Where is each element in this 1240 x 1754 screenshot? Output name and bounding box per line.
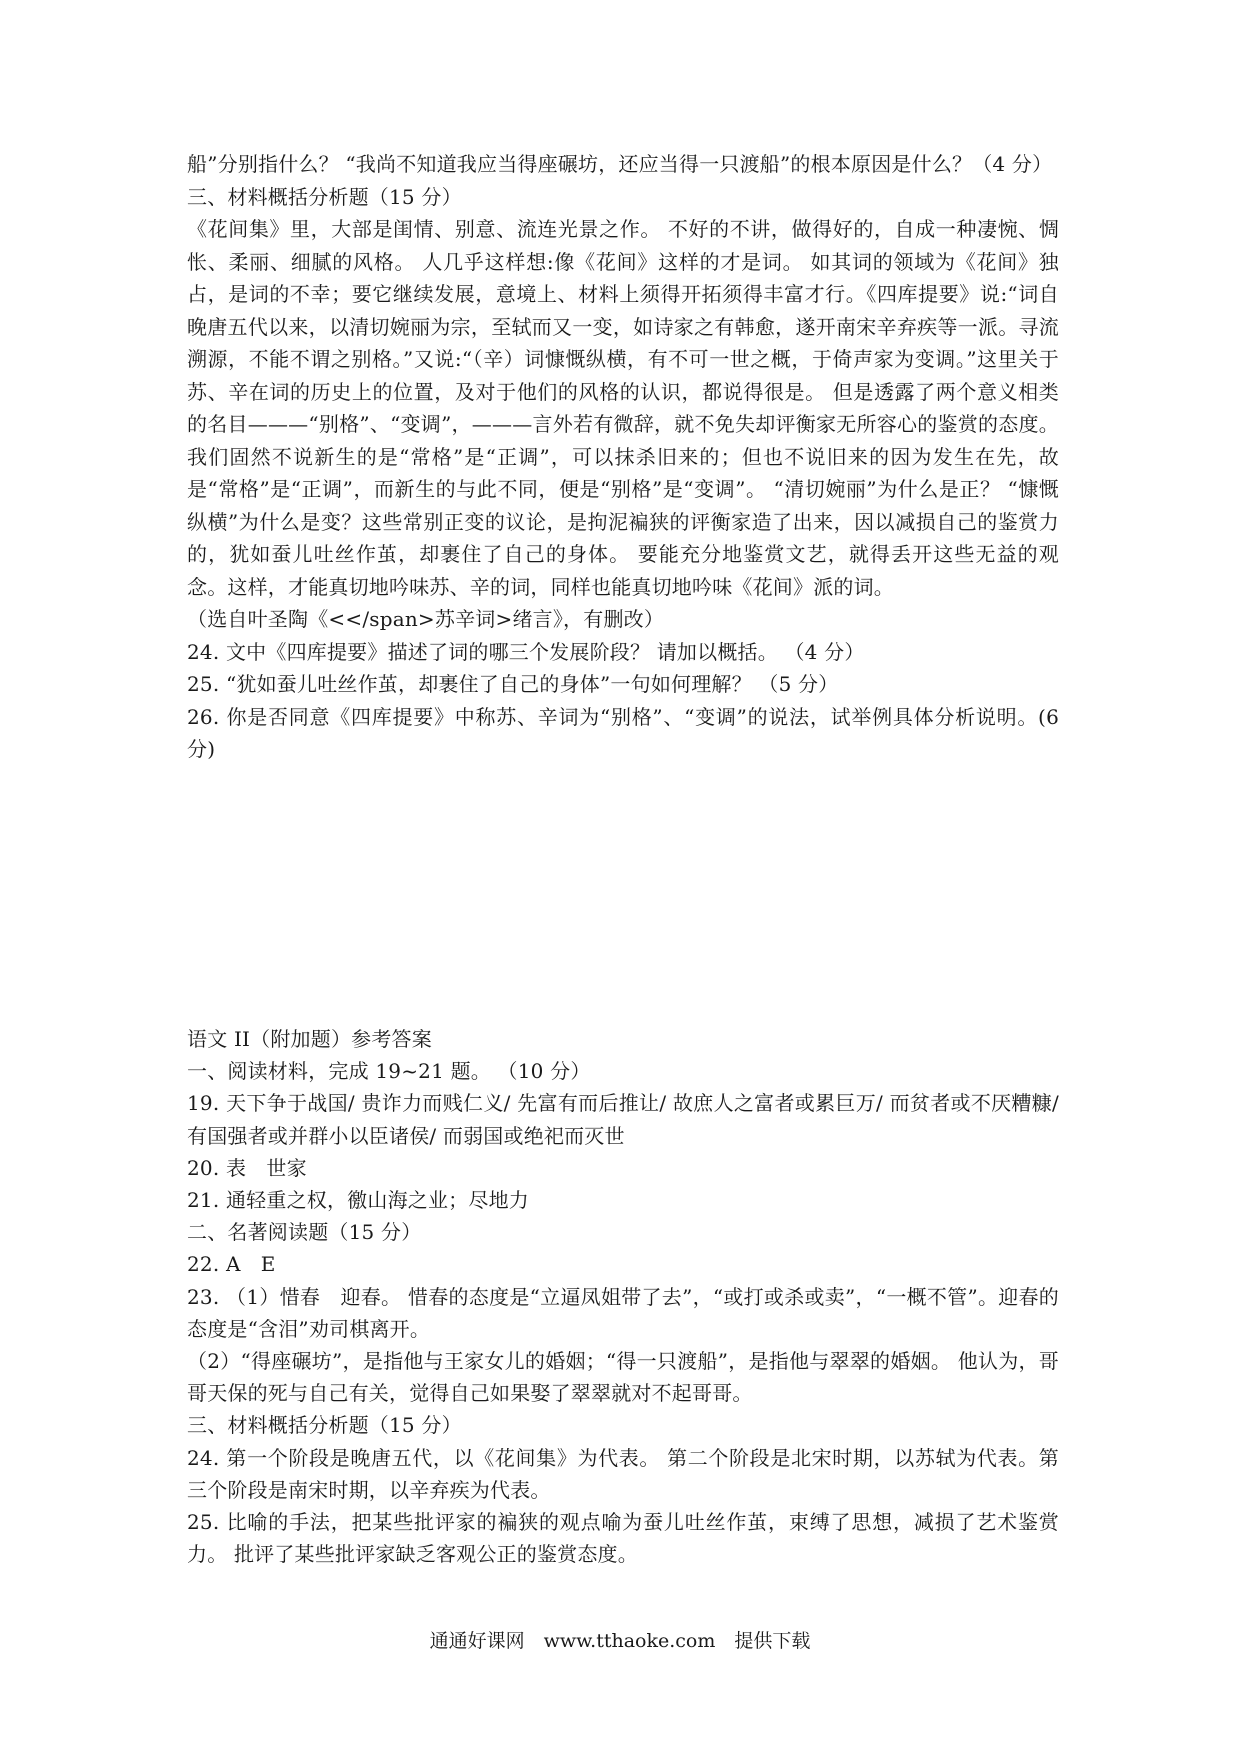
section3-heading: 三、材料概括分析题（15 分） — [187, 184, 462, 209]
answer-22: 22. A E — [187, 1252, 276, 1277]
answer-20: 20. 表 世家 — [187, 1155, 307, 1180]
answer-24: 24. 第一个阶段是晚唐五代，以《花间集》为代表。 第二个阶段是北宋时期，以苏轼为代表。第三个阶段是南宋时期，以辛弃疾为代表。 — [187, 1445, 1059, 1502]
answer-19: 19. 天下争于战国/ 贵诈力而贱仁义/ 先富有而后推让/ 故庶人之富者或累巨万/ 而贫者或不厌糟糠/ 有国强者或并群小以臣诸侯/ 而弱国或绝祀而灭世 — [187, 1091, 1059, 1148]
question-section — [187, 148, 1059, 766]
question-26: 26. 你是否同意《四库提要》中称苏、辛词为“别格”、“变调”的说法，试举例具体分析说明。(6 分) — [187, 704, 1059, 761]
passage-source: （选自叶圣陶《<</span>苏辛词>绪言》，有删改） — [187, 607, 665, 631]
answer-25: 25. 比喻的手法，把某些批评家的褊狭的观点喻为蚕儿吐丝作茧，束缚了思想，减损了艺术鉴赏力。 批评了某些批评家缺乏客观公正的鉴赏态度。 — [187, 1510, 1059, 1567]
q23-continuation: 船”分别指什么？ “我尚不知道我应当得座碾坊，还应当得一只渡船”的根本原因是什么？（4 分） — [187, 152, 1053, 176]
passage-text: 《花间集》里，大部是闺情、别意、流连光景之作。 不好的不讲，做得好的，自成一种凄惋、惆怅、柔丽、细腻的风格。 人几乎这样想:像《花间》这样的才是词。 如其词的领域为《花间》独占，是词的不幸；要它继续发展，意境上、材料上须得开拓须得丰富才行。《四库提要》说:“词自晚唐五代以来，以清切婉丽为宗，至轼而又一变，如诗家之有韩愈，遂开南宋辛弃疾等一派。寻流溯源，不能不谓之别格。”又说:“（辛）词慷慨纵横，有不可一世之概，于倚声家为变调。”这里关于苏、辛在词的历史上的位置，及对于他们的风格的认识，都说得很是。 但是透露了两个意义相类的名目———“别格”、“变调”，———言外若有微辞，就不免失却评衡家无所容心的鉴赏的态度。 我们固然不说新生的是“常格”是“正调”，可以抹杀旧来的；但也不说旧来的因为发生在先，故是“常格”是“正调”，而新生的与此不同，便是“别格”是“变调”。 “清切婉丽”为什么是正？ “慷慨纵横”为什么是变？这些常别正变的议论，是拘泥褊狭的评衡家造了出来，因以减损自己的鉴赏力的，犹如蚕儿吐丝作茧，却裹住了自己的身体。 要能充分地鉴赏文艺，就得丢开这些无益的观念。这样，才能真切地吟味苏、辛的词，同样也能真切地吟味《花间》派的词。 — [187, 217, 1059, 599]
answer-section3-heading: 三、材料概括分析题（15 分） — [187, 1413, 462, 1438]
question-25: 25. “犹如蚕儿吐丝作茧，却裹住了自己的身体”一句如何理解？ （5 分） — [187, 672, 839, 696]
answer-section — [187, 1023, 1059, 1570]
answer-23-part2: （2）“得座碾坊”，是指他与王家女儿的婚姻；“得一只渡船”，是指他与翠翠的婚姻。 他认为，哥哥天保的死与自己有关，觉得自己如果娶了翠翠就对不起哥哥。 — [187, 1349, 1059, 1406]
page-footer: 通通好课网 www.tthaoke.com 提供下载 — [429, 1630, 811, 1652]
answer-23-part1: 23. （1）惜春 迎春。 惜春的态度是“立逼凤姐带了去”，“或打或杀或卖”，“一概不管”。迎春的态度是“含泪”劝司棋离开。 — [187, 1284, 1059, 1341]
answer-section1-heading: 一、阅读材料，完成 19~21 题。 （10 分） — [187, 1059, 591, 1084]
answer-section2-heading: 二、名著阅读题（15 分） — [187, 1220, 422, 1245]
question-24: 24. 文中《四库提要》描述了词的哪三个发展阶段？ 请加以概括。 （4 分） — [187, 639, 865, 664]
answer-title: 语文 II（附加题）参考答案 — [187, 1027, 432, 1051]
answer-21: 21. 通轻重之权，徼山海之业；尽地力 — [187, 1188, 529, 1213]
